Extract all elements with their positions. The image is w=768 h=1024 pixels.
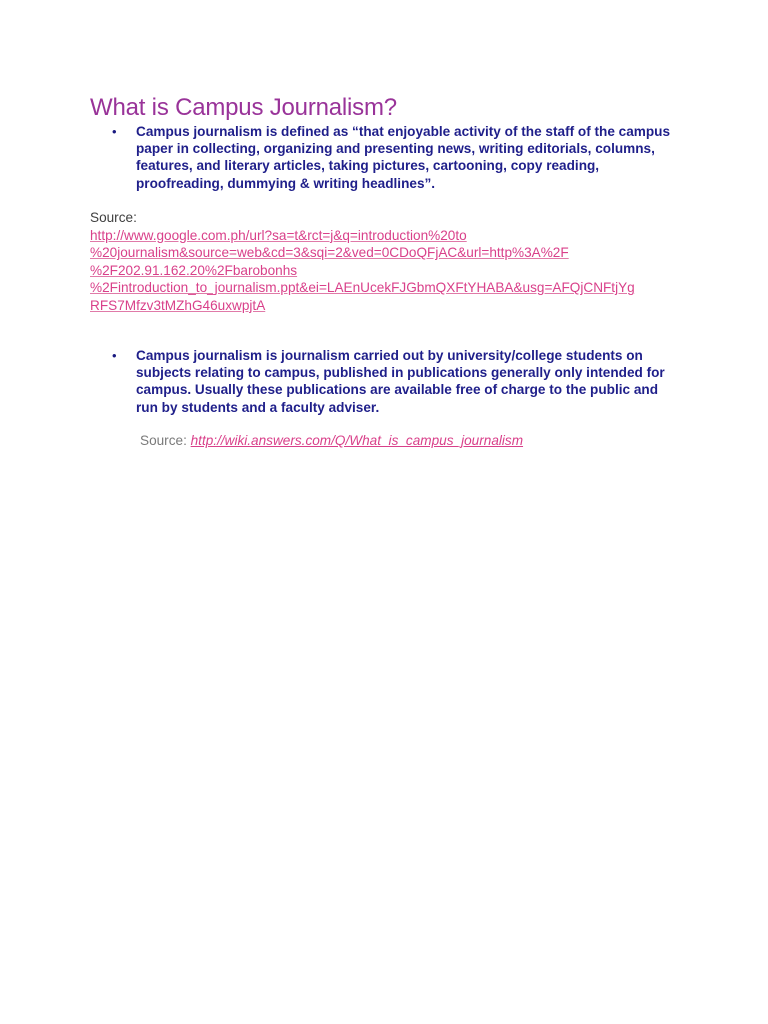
bullet-icon: • [112, 124, 117, 139]
bullet-item-definition [112, 123, 682, 192]
page-title: What is Campus Journalism? [90, 94, 397, 121]
source-citation-google [90, 209, 690, 315]
source-link-google-line-5[interactable]: RFS7Mfzv3tMZhG46uxwpjtA [90, 297, 266, 313]
bullet-item-description [112, 347, 682, 416]
source-label: Source: [90, 210, 137, 225]
source-citation-wiki [140, 432, 523, 450]
source-link-google-line-4[interactable]: %2Fintroduction_to_journalism.ppt&ei=LAEnUcekFJGbmQXFtYHABA&usg=AFQjCNFtjYg [90, 280, 635, 296]
source-label: Source: [140, 433, 191, 448]
source-link-google-line-2[interactable]: %20journalism&source=web&cd=3&sqi=2&ved=0CDoQFjAC&url=http%3A%2F [90, 245, 569, 261]
source-link-wiki[interactable]: http://wiki.answers.com/Q/What_is_campus_journalism [190, 433, 524, 448]
description-paragraph: Campus journalism is journalism carried out by university/college students on subjects relating to campus, published in publications generally only intended for campus. Usually these publications are available free of charge to the public and run by students and a faculty adviser. [136, 348, 665, 415]
source-link-google-line-3[interactable]: %2F202.91.162.20%2Fbarobonhs [90, 262, 298, 278]
source-link-google-line-1[interactable]: http://www.google.com.ph/url?sa=t&rct=j&q=introduction%20to [90, 227, 467, 243]
bullet-icon: • [112, 348, 117, 363]
definition-paragraph: Campus journalism is defined as “that enjoyable activity of the staff of the campus paper in collecting, organizing and presenting news, writing editorials, columns, features, and literary articles, taking pictures, cartooning, copy reading, proofreading, dummying & writing headlines”. [136, 124, 671, 191]
